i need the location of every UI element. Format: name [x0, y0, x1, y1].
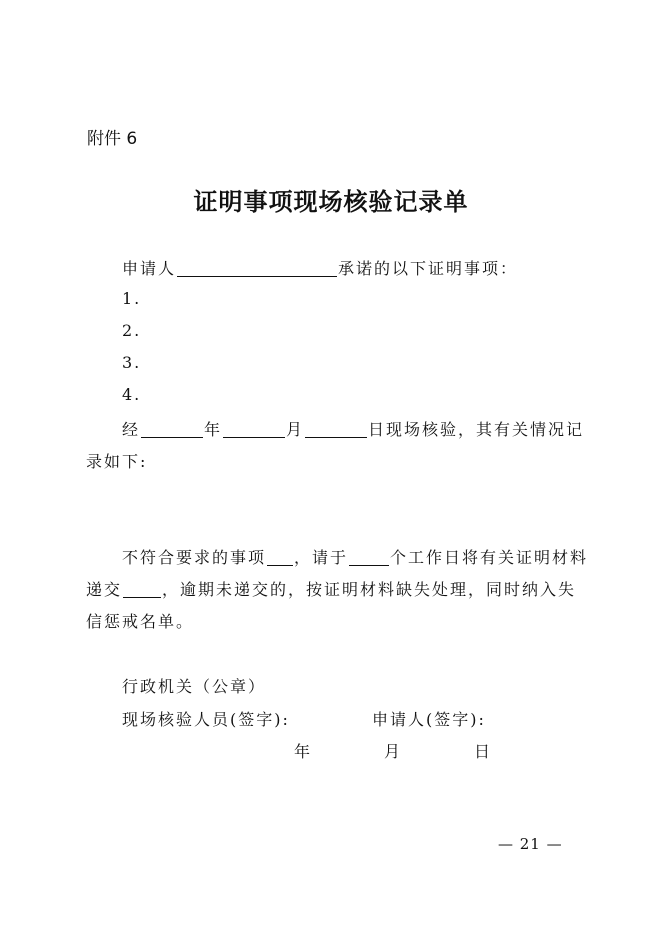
month-blank[interactable] [223, 421, 285, 438]
verification-date-line [122, 417, 584, 440]
year-blank[interactable] [141, 421, 203, 438]
verify-end: 日现场核验，其有关情况记 [368, 420, 585, 439]
applicant-signature-label: 申请人(签字): [372, 710, 486, 729]
year-label: 年 [204, 420, 223, 439]
item-4: 4. [122, 385, 142, 404]
date-day-label: 日 [474, 742, 493, 761]
applicant-commitment-line [122, 256, 518, 279]
day-blank[interactable] [305, 421, 367, 438]
noncompliance-text-c: 个工作日将有关证明材料 [390, 548, 589, 567]
item-1: 1. [122, 289, 142, 308]
noncompliance-text-b: ，请于 [294, 548, 349, 567]
item-2: 2. [122, 321, 142, 340]
page-number: — 21 — [498, 835, 563, 853]
agency-seal-label: 行政机关（公章） [122, 677, 267, 696]
noncompliance-text-e: ，逾期未递交的，按证明材料缺失处理，同时纳入失 [162, 580, 577, 599]
noncompliance-line-2 [86, 577, 576, 600]
noncompliance-items-blank[interactable] [267, 549, 293, 566]
inspector-signature-label: 现场核验人员(签字): [122, 710, 290, 729]
applicant-label: 申请人 [122, 259, 177, 278]
item-3: 3. [122, 353, 142, 372]
month-label: 月 [286, 420, 305, 439]
date-month-label: 月 [384, 742, 403, 761]
verify-continuation: 录如下: [86, 452, 148, 471]
verify-start: 经 [122, 420, 141, 439]
noncompliance-line-1 [122, 545, 588, 568]
noncompliance-text-a: 不符合要求的事项 [122, 548, 267, 567]
document-title: 证明事项现场核验记录单 [193, 187, 469, 216]
attachment-label: 附件 6 [87, 129, 138, 149]
noncompliance-line-3: 信惩戒名单。 [86, 612, 195, 631]
noncompliance-text-d: 递交 [86, 580, 123, 599]
commitment-text: 承诺的以下证明事项： [338, 259, 519, 278]
applicant-name-blank[interactable] [177, 260, 337, 277]
date-year-label: 年 [294, 742, 313, 761]
workdays-blank[interactable] [349, 549, 389, 566]
submission-blank[interactable] [123, 581, 161, 598]
